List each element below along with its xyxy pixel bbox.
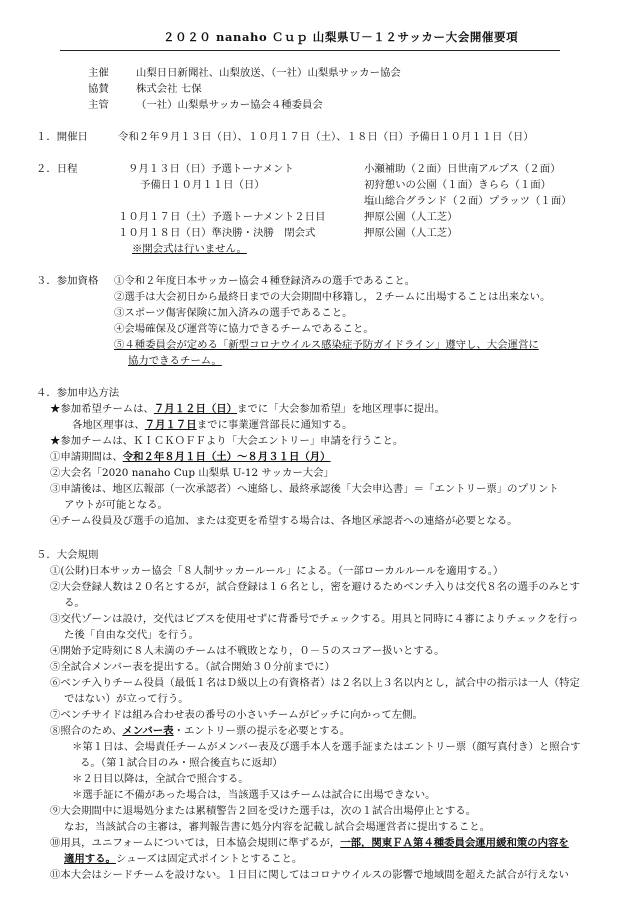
rule-6: ⑥ベンチ入りチーム役員（最低１名はＤ級以上の有資格者）は２名以上３名以内とし，試合中の指示は一人（特定 — [50, 677, 580, 689]
sponsor-value: 株式会社 七保 — [136, 83, 202, 95]
apply-line-8: ④チーム役員及び選手の追加、または変更を希望する場合は、各地区承認者への連絡が必要となる。 — [50, 515, 518, 527]
eligibility-3: ③スポーツ傷害保険に加入済みの選手であること。 — [114, 307, 353, 319]
section-1-label: １．開催日 — [36, 131, 88, 143]
rule-9-cont: なお，当該試合の主審は，審判報告書に処分内容を記載し試合会場運営者に提出すること。 — [64, 821, 491, 833]
rule-8-sub-2: ＊２日目以降は，全試合で照合する。 — [72, 773, 249, 785]
manage-value: （一社）山梨県サッカー協会４種委員会 — [136, 99, 323, 111]
apply-line-7: アウトが可能となる。 — [64, 499, 168, 511]
rule-3-cont: た後「自由な交代」を行う。 — [64, 629, 200, 641]
eligibility-5-cont: 協力できるチーム。 — [128, 355, 222, 367]
rule-8-sub-1: ＊第１日は、会場責任チームがメンバー表及び選手本人を選手証またはエントリー票（顔写真付き）と照合す — [72, 741, 581, 753]
eligibility-1: ①令和２年度日本サッカー協会４種登録済みの選手であること。 — [114, 275, 416, 287]
rule-8: ⑧照合のため、メンバー表・エントリー票の提示を必要とする。 — [50, 725, 351, 737]
rule-7: ⑦ベンチサイドは組み合わせ表の番号の小さいチームがピッチに向かって左側。 — [50, 709, 423, 721]
schedule-row-4-right: 押原公園（人工芝） — [364, 211, 458, 223]
rule-10-cont: 適用する。シューズは固定式ポイントとすること。 — [64, 853, 303, 865]
rule-9: ⑨大会期間中に退場処分または累積警告２回を受けた選手は，次の１試合出場停止とする。 — [50, 805, 477, 817]
eligibility-5: ⑤４種委員会が定める「新型コロナウイルス感染症予防ガイドライン」遵守し、大会運営に — [114, 339, 539, 351]
schedule-row-1-right: 小瀬補助（２面）日世南アルプス（２面） — [364, 163, 561, 175]
rule-4: ④開始予定時刻に８人未満のチームは不戦敗となり，０－５のスコアー扱いとする。 — [50, 645, 445, 657]
rule-2-cont: る。 — [64, 597, 85, 609]
schedule-row-2-left: 予備日１０月１１日（日） — [140, 179, 265, 191]
section-2-label: ２．日程 — [36, 163, 78, 175]
eligibility-4: ④会場確保及び運営等に協力できるチームであること。 — [114, 323, 374, 335]
rule-8-sub-3: ＊選手証に不備があった場合は，当該選手又はチームは試合に出場できない。 — [72, 789, 436, 801]
apply-line-5: ②大会名「2020 nanaho Cup 山梨県 U-12 サッカー大会」 — [50, 467, 334, 479]
rule-6-cont: ではない）が立って行う。 — [64, 693, 189, 705]
apply-line-2: 各地区理事は、７月１７日までに事業運営部長に通知する。 — [72, 419, 353, 431]
host-value: 山梨日日新聞社、山梨放送、（一社）山梨県サッカー協会 — [136, 67, 401, 79]
schedule-row-2-right: 初狩憩いの公園（１面）きらら（１面） — [364, 179, 552, 191]
section-1-value: 令和２年９月１３日（日）、１０月１７日（土）、１８日（日）予備日１０月１１日（日） — [118, 131, 534, 143]
sponsor-label: 協賛 — [88, 83, 109, 95]
apply-line-3: ★参加チームは、ＫＩＣＫＯＦＦより「大会エントリー」申請を行うこと。 — [50, 435, 404, 447]
rule-11: ⑪本大会はシードチームを設けない。１日目に関してはコロナウイルスの影響で地域間を超えた試合が行えない — [50, 869, 569, 881]
apply-line-6: ③申請後は、地区広報部（一次承認者）へ連絡し、最終承認後「大会申込書」＝「エントリー票」のプリント — [50, 483, 559, 495]
section-5-label: ５．大会規則 — [36, 549, 99, 561]
schedule-row-1-left: ９月１３日（日）予選トーナメント — [128, 163, 294, 175]
section-4-label: ４．参加申込方法 — [36, 387, 120, 399]
eligibility-2: ②選手は大会初日から最終日までの大会期間中移籍し，２チームに出場することは出来ない。 — [114, 291, 551, 303]
host-label: 主催 — [88, 67, 109, 79]
apply-line-1: ★参加希望チームは、７月１２日（日）までに「大会参加希望」を地区理事に提出。 — [50, 403, 445, 415]
section-3-label: ３．参加資格 — [36, 275, 99, 287]
schedule-row-3-right: 塩山総合グランド（２面）プラッツ（１面） — [364, 195, 572, 207]
apply-line-4: ①申請期間は、令和２年８月１日（土）～８月３１日（月） — [50, 451, 331, 463]
rule-5: ⑤全試合メンバー表を提出する。（試合開始３０分前までに） — [50, 661, 336, 673]
schedule-row-4-left: １０月１７日（土）予選トーナメント２日目 — [118, 211, 326, 223]
rule-3: ③交代ゾーンは設け，交代はビブスを使用せずに背番号でチェックする。用具と同時に４審によりチェックを行っ — [50, 613, 579, 625]
rule-8-sub-1-cont: る。（第１試合目のみ・照合後直ちに返却） — [80, 757, 283, 769]
rule-1: ①(公財)日本サッカー協会「８人制サッカールール」による。（一部ローカルルールを適用する。） — [50, 565, 504, 577]
rule-10: ⑩用具，ユニフォームについては，日本協会規則に準ずるが，一部，関東ＦＡ第４種委員会運用緩和策の内容を — [50, 837, 569, 849]
title-divider — [60, 50, 560, 51]
schedule-row-5-right: 押原公園（人工芝） — [364, 227, 458, 239]
schedule-note: ※開会式は行いません。 — [132, 243, 247, 255]
manage-label: 主管 — [88, 99, 109, 111]
schedule-row-5-left: １０月１８日（日）準決勝・決勝 閉会式 — [118, 227, 316, 239]
document-title: ２０２０ nanaho Ｃｕｐ 山梨県Ｕ－１２サッカー大会開催要項 — [163, 30, 519, 44]
rule-2: ②大会登録人数は２０名とするが，試合登録は１６名とし，密を避けるためベンチ入りは交代８名の選手のみとす — [50, 581, 580, 593]
